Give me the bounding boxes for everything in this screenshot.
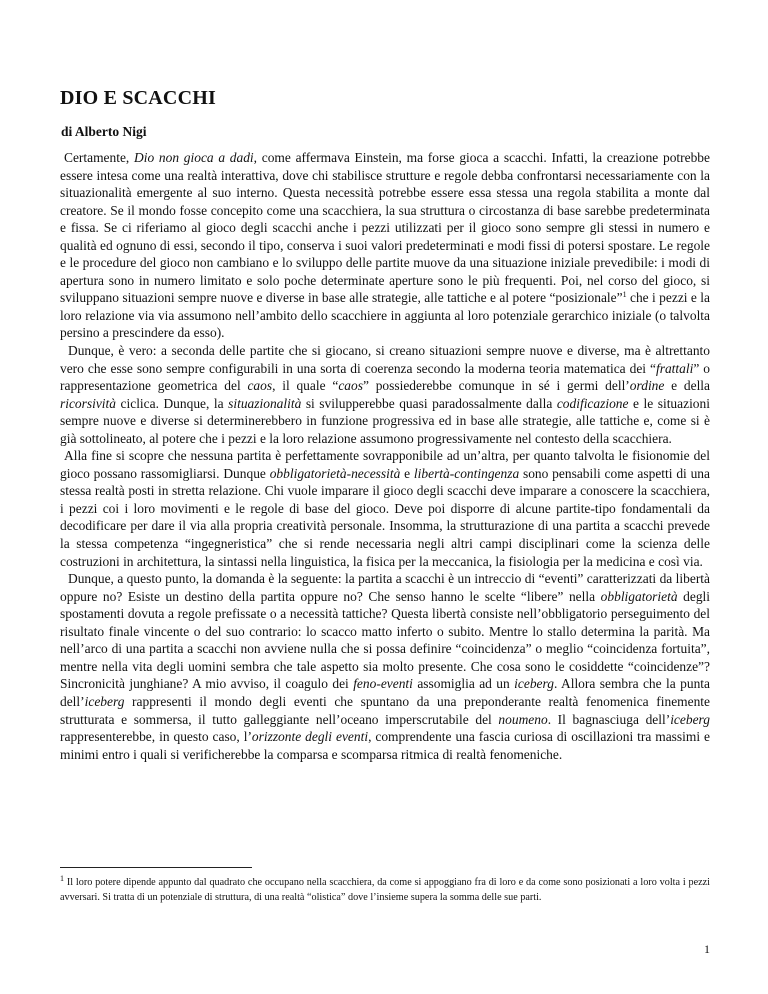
- italic-term: noumeno: [498, 711, 548, 727]
- text-run: degli spostamenti dovuta a regole prefissate o a necessità tattiche? Questa libertà consiste nell’obbligatorio perseguimento del risultato finale vincente o del suo contrario: lo scacco matto inferto o subito. Mentre lo stallo determina la parità. Ma nell’arco di una partita a scacchi non avviene nulla che si possa definire “coincidenza” o meglio “coincidenza fortuita”, mentre nella vita degli uomini sembra che tale aspetto sia molto presente. Che cosa sono le cosiddette “coincidenze”? Sincronicità junghiane? A mio avviso, il coagulo dei: [60, 588, 711, 692]
- text-run: assomiglia ad un: [412, 676, 515, 692]
- text-run: sono pensabili come aspetti di una stessa realtà posti in stretta relazione. Chi vuole imparare il gioco degli scacchi deve imparare a conoscere la scacchiera, i pezzi coi i loro movimenti e le regole di base del gioco. Deve poi disporre di alcune partite-tipo fondamentali da decodificare per dare il via alla propria creatività personale. Insomma, la strutturazione di una partita a scacchi prevede la stessa competenza “ingegneristica” che si rende necessaria negli altri campi disciplinari come la scienza delle costruzioni in architettura, la sintassi nella linguistica, la fisica per la meccanica, la fisiologia per la medicina e così via.: [60, 465, 710, 569]
- paragraph: [60, 342, 710, 447]
- text-run: e: [400, 465, 414, 481]
- footnote-separator: [60, 867, 252, 868]
- page-number: 1: [704, 942, 710, 956]
- italic-term: orizzonte degli eventi: [251, 729, 369, 745]
- italic-term: iceberg: [670, 711, 710, 727]
- text-run: ” o rappresentazione geometrica del: [60, 360, 710, 394]
- text-run: Dunque, è vero: a seconda delle partite che si giocano, si creano situazioni sempre nuove e diverse, ma è altrettanto vero che esse sono sempre configurabili in una sorta di coerenza secondo la moderna teoria matematica dei “: [60, 343, 710, 376]
- text-run: ciclica. Dunque, la: [116, 395, 229, 411]
- italic-term: libertà-contingenza: [413, 465, 520, 481]
- text-run: , il quale “: [272, 378, 339, 394]
- text-run: ” possiederebbe comunque in sé i germi dell’: [362, 378, 630, 394]
- body-text: [60, 149, 710, 763]
- text-run: Alla fine si scopre che nessuna partita è perfettamente sovrapponibile ad un’altra, per quanto talvolta le fisionomie del gioco possano rassomigliarsi. Dunque: [60, 448, 710, 481]
- paragraph: [60, 149, 710, 342]
- text-run: , comprendente una fascia curiosa di oscillazioni tra massimi e minimi entro i quali si verificherebbe la comparsa e scomparsa ritmica di realtà fenomeniche.: [60, 729, 710, 762]
- italic-term: Dio non gioca a dadi: [134, 150, 254, 165]
- italic-term: codificazione: [556, 395, 629, 411]
- author-byline: di Alberto Nigi: [61, 124, 147, 139]
- text-run: si svilupperebbe quasi paradossalmente dalla: [301, 395, 557, 411]
- text-run: rappresenti il mondo degli eventi che spuntano da una preponderante realtà fenomenica finemente strutturata e sommersa, il tutto galleggiante nell’oceano imperscrutabile del: [60, 693, 710, 727]
- italic-term: frattali: [655, 360, 694, 376]
- text-run: e le situazioni sempre nuove e diverse si determinerebbero in funzione progressiva ed in base alle strategie, alle tattiche e, come si è già sottolineato, al potere che i pezzi e la loro relazione assumono progressivamente nel contesto della scacchiera.: [60, 395, 710, 446]
- italic-term: iceberg: [84, 693, 125, 709]
- italic-term: ricorsività: [60, 395, 116, 411]
- italic-term: obbligatorietà-necessità: [269, 465, 401, 481]
- footnote-reference: 1: [622, 290, 627, 300]
- italic-term: situazionalità: [228, 395, 302, 411]
- text-run: rappresenterebbe, in questo caso, l’: [60, 729, 252, 745]
- italic-term: iceberg: [514, 676, 554, 692]
- paragraph: [60, 447, 710, 570]
- text-run: . Il bagnasciuga dell’: [547, 711, 671, 727]
- footnote-marker: 1: [60, 874, 64, 883]
- text-run: e della: [664, 378, 711, 394]
- footnote-text: Il loro potere dipende appunto dal quadrato che occupano nella scacchiera, da come si appoggiano fra di loro e da come sono posizionati a loro volta i pezzi avversari. Si tratta di un potenziale di struttura, di una realtà “olistica” dove l’insieme supera la somma delle sue parti.: [60, 877, 710, 904]
- text-run: Dunque, a questo punto, la domanda è la seguente: la partita a scacchi è un intreccio di “eventi” caratterizzati da libertà oppure no? Esiste un destino della partita oppure no? Che senso hanno le scelte “libere” nella: [60, 571, 710, 604]
- text-run: . Allora sembra che la punta dell’: [60, 676, 710, 709]
- text-run: Certamente,: [64, 150, 135, 165]
- paragraph: [60, 570, 710, 763]
- text-run: , come affermava Einstein, ma forse gioca a scacchi. Infatti, la creazione potrebbe essere intesa come una realtà interattiva, dove chi stabilisce strutture e regole debba confrontarsi necessariamente con la situazionalità emergente al suo interno. Questa necessità potrebbe essere essa stessa una regola stabilita a monte dal creatore. Se il mondo fosse concepito come una scacchiera, la sua struttura o circostanza di base sarebbe predeterminata e fissa. Se ci riferiamo al gioco degli scacchi anche i pezzi utilizzati per il gioco sono sempre gli stessi in numero e qualità ed ognuno di essi, secondo il tipo, conserva i suoi valori predeterminati e modi fissi di potersi spostare. Le regole e le procedure del gioco non cambiano e lo sviluppo delle partite muove da una situazione iniziale prevedibile: i modi di apertura sono in numero limitato e solo poche determinate aperture sono le più frequenti. Poi, nel corso del gioco, si sviluppano situazioni sempre nuove e diverse in base alle strategie, alle tattiche e al potere “posizionale”: [60, 150, 710, 306]
- italic-term: obbligatorietà: [600, 588, 678, 604]
- italic-term: feno-eventi: [353, 676, 413, 692]
- footnote: [60, 875, 710, 906]
- italic-term: caos: [338, 378, 363, 394]
- text-run: che i pezzi e la loro relazione via via assumono nell’ambito dello scacchiere in aggiunta al loro potenziale gerarchico iniziale (o talvolta persino a prescindere da esso).: [60, 290, 711, 341]
- italic-term: caos: [247, 378, 273, 394]
- document-title: DIO E SCACCHI: [60, 87, 216, 109]
- italic-term: ordine: [629, 378, 665, 394]
